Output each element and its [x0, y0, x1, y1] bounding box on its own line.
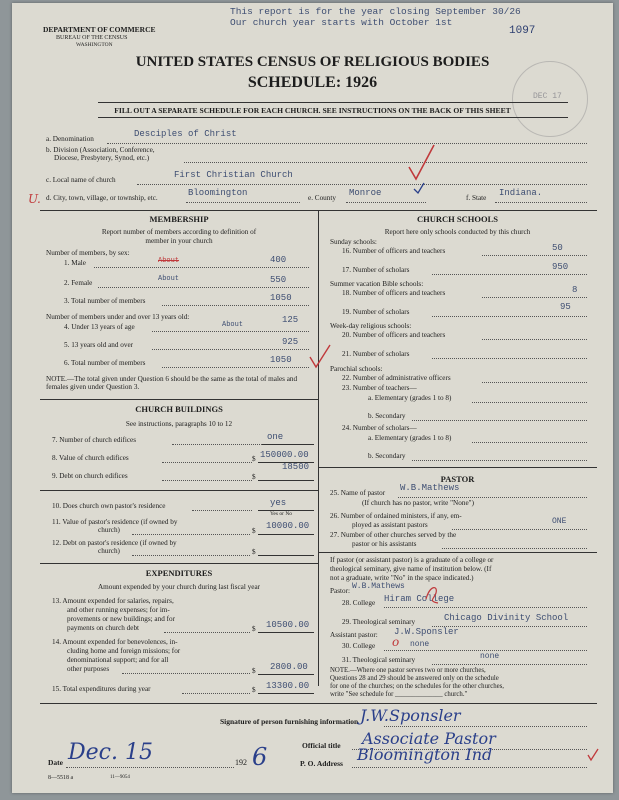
graduate-instruction: If pastor (or assistant pastor) is a graduate of a college or: [330, 556, 494, 564]
q16-value[interactable]: 50: [552, 243, 563, 253]
print-number: 11—9054: [110, 775, 130, 780]
q9-label: 9. Debt on church edifices: [52, 472, 128, 480]
q3-value[interactable]: 1050: [270, 293, 292, 303]
q27-label: 27. Number of other churches served by the: [330, 531, 457, 539]
membership-sub-2: member in your church: [145, 237, 213, 245]
red-mark: o: [392, 635, 400, 649]
q25-label: 25. Name of pastor: [330, 489, 386, 497]
red-check-icon: [407, 143, 437, 183]
q11-label: 11. Value of pastor's residence (if owned by: [52, 518, 178, 526]
official-title-label: Official title: [302, 741, 341, 750]
q6-label: 6. Total number of members: [64, 359, 146, 367]
q26-value[interactable]: ONE: [552, 517, 567, 526]
q1-label: 1. Male: [64, 259, 86, 267]
pastor-note: NOTE.—Where one pastor serves two or more churches,: [330, 667, 486, 674]
q26-label: 26. Number of ordained ministers, if any, em-: [330, 512, 462, 520]
pastor-label: Pastor:: [330, 587, 350, 595]
q5-label: 5. 13 years old and over: [64, 341, 134, 349]
q7-value[interactable]: one: [267, 432, 284, 442]
buildings-sub: See instructions, paragraphs 10 to 12: [125, 420, 233, 428]
q5-value[interactable]: 925: [282, 337, 299, 347]
membership-heading: MEMBERSHIP: [149, 214, 209, 224]
q10-label: 10. Does church own pastor's residence: [52, 502, 166, 510]
q7-label: 7. Number of church edifices: [52, 436, 137, 444]
q8-label: 8. Value of church edifices: [52, 454, 129, 462]
city-value[interactable]: Bloomington: [188, 188, 248, 198]
pastor-name[interactable]: W.B.Mathews: [352, 582, 405, 591]
q28-label: 28. College: [342, 599, 376, 607]
check-icon: [412, 181, 426, 195]
q16-label: 16. Number of officers and teachers: [342, 247, 446, 255]
q4-label: 4. Under 13 years of age: [64, 323, 135, 331]
q4-note: About: [222, 321, 244, 329]
q21-label: 21. Number of scholars: [342, 350, 410, 358]
q1-note: About: [158, 257, 180, 265]
q19-value[interactable]: 95: [560, 302, 571, 312]
q17-label: 17. Number of scholars: [342, 266, 410, 274]
form-title: UNITED STATES CENSUS OF RELIGIOUS BODIES: [135, 54, 490, 70]
q22-label: 22. Number of administrative officers: [342, 374, 451, 382]
church-year-note: Our church year starts with October 1st: [230, 17, 453, 28]
city-label: d. City, town, village, or township, etc.: [46, 194, 158, 202]
q29-value[interactable]: Chicago Divinity School: [444, 613, 569, 623]
q2-note: About: [158, 275, 180, 283]
address-value[interactable]: Bloomington Ind: [357, 745, 493, 764]
q29-label: 29. Theological seminary: [342, 618, 416, 626]
margin-mark: U.: [28, 192, 41, 206]
q18-value[interactable]: 8: [572, 285, 578, 295]
red-check-icon: [586, 747, 600, 763]
red-mark-icon: [422, 581, 442, 605]
bureau-city: WASHINGTON: [76, 42, 113, 48]
q24-label: 24. Number of scholars—: [342, 424, 417, 432]
assistant-pastor-label: Assistant pastor:: [330, 631, 378, 639]
q19-label: 19. Number of scholars: [342, 308, 410, 316]
division-label: b. Division (Association, Conference,: [46, 146, 155, 154]
q30-value[interactable]: none: [410, 640, 430, 649]
expenditures-heading: EXPENDITURES: [145, 568, 213, 578]
membership-sub-1: Report number of members according to definition of: [101, 228, 257, 236]
separate-schedule-instruction: FILL OUT A SEPARATE SCHEDULE FOR EACH CHURCH. SEE INSTRUCTIONS ON THE BACK OF THIS SHEET: [114, 106, 511, 115]
q25-value[interactable]: W.B.Mathews: [400, 483, 460, 493]
signature-label: Signature of person furnishing information: [220, 717, 359, 726]
q20-label: 20. Number of officers and teachers: [342, 331, 446, 339]
address-label: P. O. Address: [300, 759, 343, 768]
census-form-sheet: This report is for the year closing September 30/26 Our church year starts with October 1st 1097 DEPARTMENT OF COMMERCE BUREAU OF THE CENSUS WASHINGTON UNITED STATES CENSUS OF RELIGIOUS BODIES SCHEDULE: 1926 DEC 17 FILL OUT A SEPARATE SCHEDULE FOR EACH CHURCH. SEE INSTRUCTIONS ON THE BACK OF THIS SHEET a. Denomination Desciples of Christ b. Division (Association, Conference, Diocese, Presbytery, Synod, etc.) c. Local name of church First Christian Church U. d. City, town, village, or township, etc. Bloomington e. County Monroe f. State Indiana. MEMBERSHIP Report number of members according to definition of member in your church Number of members, by sex: 1. Male About 400 2. Female About 550 3. Total number of members 1050 Number of members under and over 13 years old: 4. Under 13 years of age About 125 5. 13 years old and over 925 6. Total number of members 1050 NOTE.—The total given under Question 6 should be the same as the total of males and females given under Question 3. CHURCH BUILDINGS See instructions, paragraphs 10 to 12 7. Number of church edifices one 8. Value of church edifices $ 150000.00 9. Debt on church edifices $ 18500 10. Does church own pastor's residence yes Yes or No 11. Value of pastor's residence (if owned by church) $ 10000.00 12. Debt on pastor's residence (if owned by church) $ EXPENDITURES Amount expended by your church during last fiscal year 13. Amount expended for salaries, repairs, and other running expenses; for im- provements or new buildings; and for payments on church debt $ 10500.00 14. Amount expended for benevolences, in- cluding home and foreign missions; for denominational support; and for all other purposes $ 2800.00 15. Total expenditures during year $ 13300.00 CHURCH SCHOOLS Report here only schools conducted by this church Sunday schools: 16. Number of officers and teachers 50 17. Number of scholars 950 Summer vacation Bible schools: 18. Number of officers and teachers 8 19. Number of scholars 95 Week-day religious schools: 20. Number of officers and teachers 21. Number of scholars Parochial schools: 22. Number of administrative officers 23. Number of teachers— a. Elementary (grades 1 to 8) b. Secondary 24. Number of scholars— a. Elementary (grades 1 to 8) b. Secondary PASTOR 25. Name of pastor W.B.Mathews (If church has no pastor, write "None") 26. Number of ordained ministers, if any, em- ployed as assistant pastors ONE 27. Number of other churches served by the pastor or his assistants If pastor (or assistant pastor) is a graduate of a college or theological seminary, give name of institution below. (If not a graduate, write "No" in the space indicated.) Pastor: W.B.Mathews 28. College Hiram College 29. Theological seminary Chicago Divinity School Assistant pastor: J.W.Sponsler 30. College none o 31. Theological seminary none NOTE.—Where one pastor serves two or more churches, Questions 28 and 29 should be answered only on the schedule for one of the churches; on the schedules for the other churches, write "See schedule for ______________ church." Signature of person furnishing information J.W.Sponsler Official title Associate Pastor Date Dec. 15 192 6 P. O. Address Bloomington Ind 8—5518 a 11—9054: [12, 3, 613, 793]
pastor-heading: PASTOR: [440, 474, 475, 484]
q14-value[interactable]: 2800.00: [270, 662, 308, 672]
q11-value[interactable]: 10000.00: [266, 521, 310, 531]
q3-label: 3. Total number of members: [64, 297, 146, 305]
age-label: Number of members under and over 13 years old:: [46, 313, 190, 321]
local-name-label: c. Local name of church: [46, 176, 116, 184]
official-title-value[interactable]: Associate Pastor: [362, 729, 496, 748]
q13-label: 13. Amount expended for salaries, repairs,: [52, 597, 174, 605]
buildings-heading: CHURCH BUILDINGS: [135, 404, 223, 414]
date-value[interactable]: Dec. 15: [68, 740, 153, 765]
denomination-value[interactable]: Desciples of Christ: [134, 129, 237, 139]
q15-label: 15. Total expenditures during year: [52, 685, 151, 693]
q31-value[interactable]: none: [480, 652, 500, 661]
year-prefix: 192: [235, 758, 247, 767]
q30-label: 30. College: [342, 642, 376, 650]
assistant-pastor-name[interactable]: J.W.Sponsler: [394, 627, 459, 637]
department-name: DEPARTMENT OF COMMERCE: [43, 25, 156, 34]
q8-value[interactable]: 150000.00: [260, 450, 309, 460]
q1-value[interactable]: 400: [270, 255, 287, 265]
q10-hint: Yes or No: [270, 511, 293, 517]
q14-label: 14. Amount expended for benevolences, in-: [52, 638, 178, 646]
schools-sub: Report here only schools conducted by this church: [384, 228, 531, 236]
q18-label: 18. Number of officers and teachers: [342, 289, 446, 297]
q17-value[interactable]: 950: [552, 262, 569, 272]
county-label: e. County: [308, 194, 336, 202]
q6-value[interactable]: 1050: [270, 355, 292, 365]
q2-label: 2. Female: [64, 279, 93, 287]
denomination-label: a. Denomination: [46, 135, 94, 143]
red-check-icon: [308, 343, 332, 373]
sex-label: Number of members, by sex:: [46, 249, 130, 257]
form-number: 8—5518 a: [48, 775, 74, 781]
bureau-name: BUREAU OF THE CENSUS: [56, 35, 128, 41]
q13-value[interactable]: 10500.00: [266, 620, 310, 630]
q12-label: 12. Debt on pastor's residence (if owned by: [52, 539, 177, 547]
year-digit[interactable]: 6: [252, 743, 268, 771]
q15-value[interactable]: 13300.00: [266, 681, 310, 691]
q9-value[interactable]: 18500: [282, 462, 310, 472]
local-name-value[interactable]: First Christian Church: [174, 170, 293, 180]
state-value[interactable]: Indiana.: [499, 188, 543, 198]
schedule-title: SCHEDULE: 1926: [247, 74, 378, 91]
division-label-2: Diocese, Presbytery, Synod, etc.): [54, 154, 150, 162]
signature-value[interactable]: J.W.Sponsler: [360, 706, 461, 725]
date-label: Date: [48, 758, 63, 767]
q23-label: 23. Number of teachers—: [342, 384, 417, 392]
expenditures-sub: Amount expended by your church during last fiscal year: [97, 583, 261, 591]
q2-value[interactable]: 550: [270, 275, 287, 285]
received-stamp: DEC 17: [512, 61, 588, 137]
q10-value[interactable]: yes: [270, 498, 287, 508]
stamp-number: 1097: [509, 25, 536, 37]
q4-value[interactable]: 125: [282, 315, 299, 325]
q28-value[interactable]: Hiram College: [384, 594, 455, 604]
q31-label: 31. Theological seminary: [342, 656, 416, 664]
county-value[interactable]: Monroe: [349, 188, 382, 198]
year-closing-note: This report is for the year closing September 30/26: [230, 6, 521, 17]
state-label: f. State: [466, 194, 487, 202]
membership-note: NOTE.—The total given under Question 6 should be the same as the total of males and females given under Question 3.: [46, 375, 298, 391]
schools-heading: CHURCH SCHOOLS: [417, 214, 498, 224]
